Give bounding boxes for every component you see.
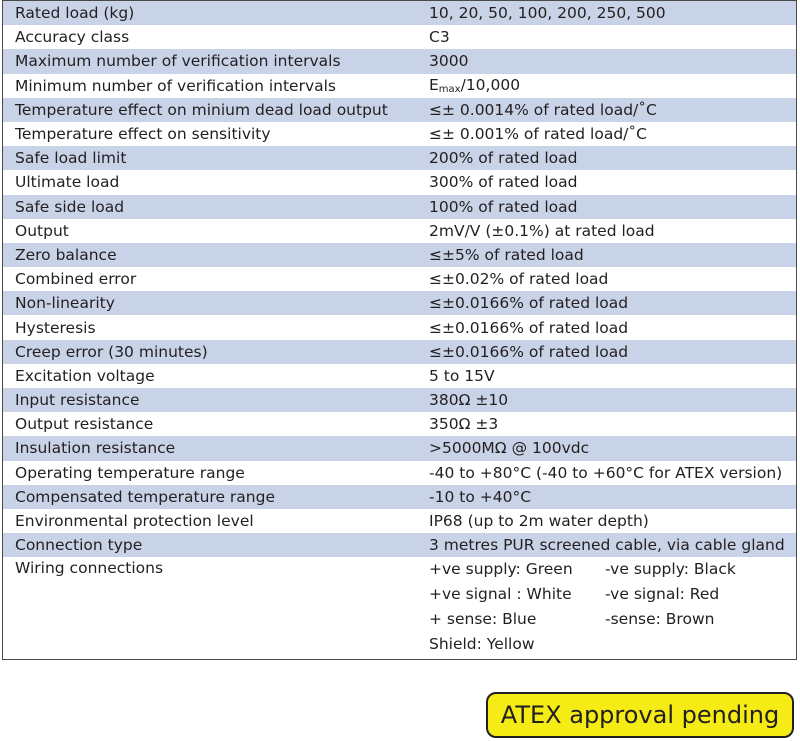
table-row <box>3 98 797 122</box>
table-row <box>3 485 797 509</box>
wiring-item: -sense: Brown <box>605 610 715 629</box>
spec-value: >5000MΩ @ 100vdc <box>417 436 797 460</box>
table-row <box>3 267 797 291</box>
spec-label: Temperature effect on sensitivity <box>3 122 418 146</box>
table-row <box>3 509 797 533</box>
spec-label: Non-linearity <box>3 291 418 315</box>
spec-label: Connection type <box>3 533 418 557</box>
spec-label: Input resistance <box>3 388 418 412</box>
table-row <box>3 388 797 412</box>
wiring-item: -ve supply: Black <box>605 560 736 579</box>
wiring-item: + sense: Blue <box>429 610 537 629</box>
atex-approval-badge: ATEX approval pending <box>486 692 794 738</box>
spec-label: Insulation resistance <box>3 436 418 460</box>
spec-label: Environmental protection level <box>3 509 418 533</box>
spec-value <box>417 74 797 98</box>
table-row <box>3 1 797 26</box>
spec-label: Accuracy class <box>3 25 418 49</box>
spec-value: IP68 (up to 2m water depth) <box>417 509 797 533</box>
spec-label: Maximum number of verification intervals <box>3 49 418 73</box>
spec-label: Operating temperature range <box>3 461 418 485</box>
spec-label: Minimum number of verification intervals <box>3 74 418 98</box>
spec-label: Combined error <box>3 267 418 291</box>
spec-value: -40 to +80°C (-40 to +60°C for ATEX version) <box>417 461 797 485</box>
wiring-grid <box>429 559 796 654</box>
spec-value: 350Ω ±3 <box>417 412 797 436</box>
spec-label: Output resistance <box>3 412 418 436</box>
spec-value: -10 to +40°C <box>417 485 797 509</box>
table-row <box>3 49 797 73</box>
specifications-table <box>2 0 797 660</box>
spec-value-prefix: E <box>429 76 439 95</box>
spec-label: Safe side load <box>3 195 418 219</box>
wiring-item: -ve signal: Red <box>605 585 720 604</box>
wiring-values <box>417 557 797 660</box>
table-row <box>3 461 797 485</box>
table-row <box>3 122 797 146</box>
spec-label: Compensated temperature range <box>3 485 418 509</box>
table-row <box>3 436 797 460</box>
wiring-row <box>3 557 797 660</box>
table-row <box>3 315 797 339</box>
spec-label: Ultimate load <box>3 170 418 194</box>
spec-value: 5 to 15V <box>417 364 797 388</box>
table-row <box>3 219 797 243</box>
wiring-item: Shield: Yellow <box>429 635 535 654</box>
table-row <box>3 74 797 98</box>
table-row <box>3 146 797 170</box>
table-row <box>3 340 797 364</box>
spec-value: 380Ω ±10 <box>417 388 797 412</box>
table-row <box>3 243 797 267</box>
spec-label: Zero balance <box>3 243 418 267</box>
spec-value: 200% of rated load <box>417 146 797 170</box>
spec-value: 2mV/V (±0.1%) at rated load <box>417 219 797 243</box>
spec-value: ≤±0.0166% of rated load <box>417 315 797 339</box>
spec-label: Safe load limit <box>3 146 418 170</box>
table-row <box>3 412 797 436</box>
wiring-item: +ve supply: Green <box>429 560 573 579</box>
wiring-label: Wiring connections <box>3 557 418 660</box>
spec-value: ≤±0.0166% of rated load <box>417 291 797 315</box>
spec-label: Excitation voltage <box>3 364 418 388</box>
table-row <box>3 533 797 557</box>
spec-value: ≤± 0.001% of rated load/˚C <box>417 122 797 146</box>
spec-value: C3 <box>417 25 797 49</box>
table-row <box>3 195 797 219</box>
spec-label: Creep error (30 minutes) <box>3 340 418 364</box>
spec-value: ≤±0.0166% of rated load <box>417 340 797 364</box>
spec-value: ≤± 0.0014% of rated load/˚C <box>417 98 797 122</box>
spec-value: 100% of rated load <box>417 195 797 219</box>
spec-value-suffix: /10,000 <box>460 76 521 95</box>
table-row <box>3 25 797 49</box>
spec-label: Hysteresis <box>3 315 418 339</box>
spec-value: 3 metres PUR screened cable, via cable gland <box>417 533 797 557</box>
spec-label: Output <box>3 219 418 243</box>
wiring-item: +ve signal : White <box>429 585 572 604</box>
table-row <box>3 364 797 388</box>
spec-value: ≤±0.02% of rated load <box>417 267 797 291</box>
spec-value: 10, 20, 50, 100, 200, 250, 500 <box>417 1 797 26</box>
spec-value: ≤±5% of rated load <box>417 243 797 267</box>
spec-label: Rated load (kg) <box>3 1 418 26</box>
table-row <box>3 170 797 194</box>
spec-label: Temperature effect on minium dead load output <box>3 98 418 122</box>
table-row <box>3 291 797 315</box>
spec-value: 3000 <box>417 49 797 73</box>
spec-value-subscript: max <box>438 84 461 96</box>
spec-value: 300% of rated load <box>417 170 797 194</box>
